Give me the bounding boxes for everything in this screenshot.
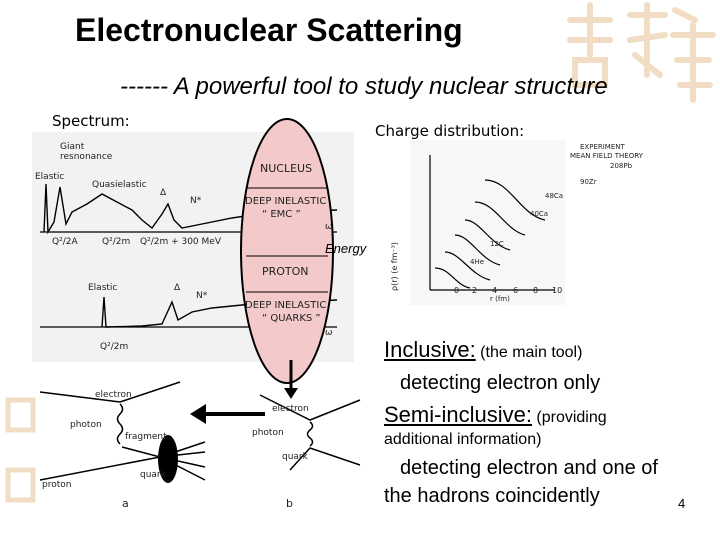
legend-mean-field: MEAN FIELD THEORY <box>570 152 643 160</box>
inclusive-note: (the main tool) <box>480 344 583 361</box>
nstar-label-proton: N* <box>196 291 208 301</box>
charge-xtick-10: 10 <box>552 286 563 295</box>
giant-resonance-label: Giant resnonance <box>60 142 113 162</box>
region-nucleus: NUCLEUS <box>260 162 313 175</box>
charge-xtick-6: 6 <box>513 286 519 295</box>
semi-inclusive-extra: additional information) <box>384 431 542 448</box>
diagram-a-quark: quark <box>140 470 166 480</box>
nucleus-label-he: 4He <box>470 258 485 266</box>
inclusive-title: Inclusive: <box>384 337 476 362</box>
region-proton: PROTON <box>262 265 309 278</box>
diagram-a-fragment: fragment <box>125 432 167 442</box>
elastic-label-proton: Elastic <box>88 283 118 293</box>
left-border-ornament <box>0 360 40 540</box>
charge-xtick-2: 2 <box>472 286 478 295</box>
region-ellipse <box>238 116 336 386</box>
charge-xlabel: r (fm) <box>490 295 510 303</box>
diagram-b-photon: photon <box>252 428 284 438</box>
calligraphy-watermark <box>555 0 720 120</box>
nucleus-label-pb: 208Pb <box>610 162 633 170</box>
diagram-a-proton: proton <box>42 480 72 490</box>
delta-label-nucleus: Δ <box>160 188 167 198</box>
semi-inclusive-description-2: the hadrons coincidently <box>384 485 600 507</box>
legend-experiment: EXPERIMENT <box>580 143 625 151</box>
diagram-a-electron: electron <box>95 390 132 400</box>
region-deep-inelastic-1: DEEP INELASTIC <box>245 196 327 207</box>
tick-q2-2a: Q²/2A <box>52 237 78 247</box>
spectrum-label: Spectrum: <box>52 112 130 130</box>
slide-title: Electronuclear Scattering <box>75 12 463 48</box>
inclusive-description: detecting electron only <box>400 372 601 394</box>
diagram-a-photon: photon <box>70 420 102 430</box>
region-emc: “ EMC ” <box>262 209 301 220</box>
diagram-b-quark: quark <box>282 452 308 462</box>
tick-omega-nucleus: ω <box>325 222 333 232</box>
quasielastic-label: Quasielastic <box>92 180 147 190</box>
page-number: 4 <box>678 496 686 511</box>
delta-label-proton: Δ <box>174 283 181 293</box>
charge-xtick-0: 0 <box>454 286 460 295</box>
charge-xtick-8: 8 <box>533 286 539 295</box>
nucleus-label-ca48: 48Ca <box>545 192 564 200</box>
charge-distribution-label: Charge distribution: <box>375 122 525 140</box>
nucleus-label-zr: 90Zr <box>580 178 597 186</box>
tick-q2-2m-300: Q²/2m + 300 MeV <box>140 237 221 247</box>
charge-plot <box>410 140 565 305</box>
diagram-a-caption: a <box>122 497 129 510</box>
slide-subtitle: ------ A powerful tool to study nuclear structure <box>120 73 608 100</box>
tick-q2-2m-proton: Q²/2m <box>100 342 129 352</box>
region-quarks: “ QUARKS ” <box>262 313 321 324</box>
semi-inclusive-heading <box>384 402 607 428</box>
charge-ylabel: ρ(r) (e fm⁻³) <box>389 242 399 291</box>
nstar-label-nucleus: N* <box>190 196 202 206</box>
nucleus-label-ca40: 40Ca <box>530 210 549 218</box>
energy-label: Energy <box>325 241 367 256</box>
semi-inclusive-note: (providing <box>536 409 607 426</box>
diagram-b-electron: electron <box>272 404 309 414</box>
semi-inclusive-title: Semi-inclusive: <box>384 402 532 427</box>
inclusive-heading <box>384 337 582 363</box>
tick-q2-2m: Q²/2m <box>102 237 131 247</box>
charge-xtick-4: 4 <box>492 286 498 295</box>
region-deep-inelastic-2: DEEP INELASTIC <box>245 300 327 311</box>
semi-inclusive-description-1: detecting electron and one of <box>400 457 658 479</box>
nucleus-label-c: 12C <box>490 240 504 248</box>
tick-omega-proton: ω <box>325 328 333 338</box>
elastic-label-nucleus: Elastic <box>35 172 65 182</box>
diagram-b-caption: b <box>286 497 293 510</box>
